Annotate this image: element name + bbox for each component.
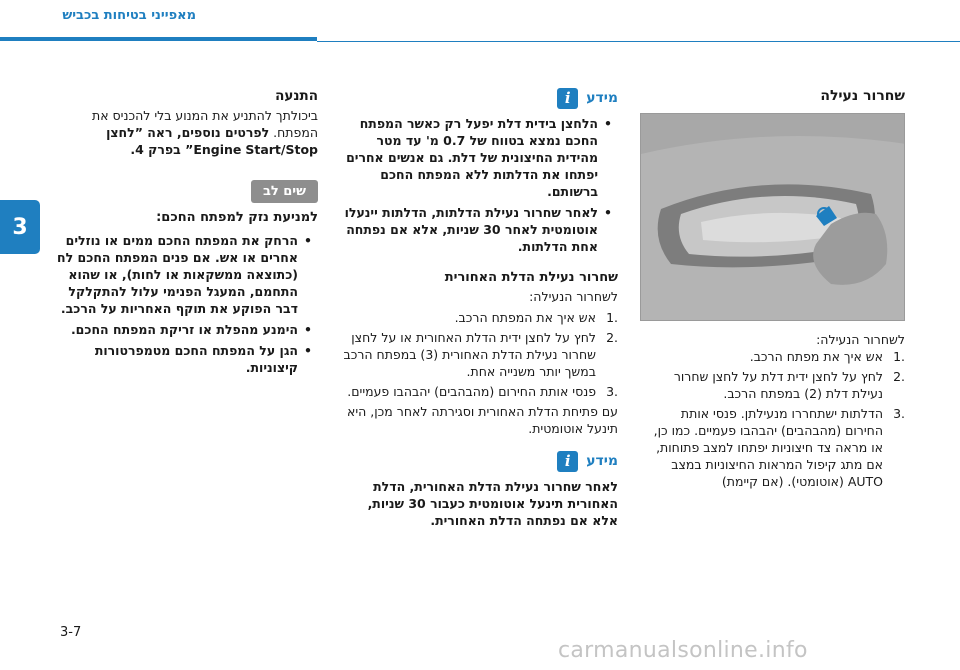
info-icon: i [557, 451, 578, 472]
info-bullets [340, 115, 618, 255]
caution-bullets [54, 232, 318, 376]
list-item: 3. הדלתות ישתחררו מנעילתן. פנסי אותת החירום (מהבהבים) יהבהבו פעמיים. כמו כן, או מראה צד חיצוניות יפתחו למצב פתוחות, אם מתג קיפול המראות החיצוניות במצב AUTO (אוטומטי). (אם קיימת) [653, 406, 905, 489]
page-number: 3-7 [60, 625, 82, 640]
chapter-tab[interactable]: 3 [0, 200, 40, 254]
start-and-caution-section [54, 88, 318, 380]
info-note-header-2 [340, 451, 618, 472]
watermark[interactable]: carmanualsonline.info [558, 638, 808, 663]
rear-unlock-steps [340, 309, 618, 400]
header-accent-bar [0, 37, 317, 41]
unlock-section [640, 88, 905, 493]
list-item: • הלחצן בידית דלת יפעל רק כאשר המפתח החכם נמצא בטווח של 0.7 מ' עד מטר מהידית החיצונית של דלת. גם אנשים אחרים יפתחו את הדלתות ללא המפתח החכם ברשותם. [346, 116, 612, 199]
list-item: 1. אש איך את מפתח הרכב. [749, 349, 905, 364]
list-item: • הימנע מהפלת או זריקת המפתח החכם. [70, 322, 312, 337]
info-icon: i [557, 88, 578, 109]
rear-unlock-title: שחרור נעילת הדלת האחורית [444, 270, 618, 285]
info-note-title: מידע [586, 90, 618, 106]
hand-pulling-door-handle-icon [641, 114, 905, 321]
list-item: 2. לחץ על לחצן ידית דלת על לחצן שחרור נעילת דלת (2) במפתח הרכב. [673, 369, 905, 401]
caution-badge: שים לב [251, 180, 318, 203]
info-section [340, 88, 618, 533]
list-item: • לאחר שחרור נעילת הדלתות, הדלתות יינעלו אוטומטית לאחר 30 שניות, אלא אם נפתחה אחת הדלתות. [344, 205, 612, 254]
list-item: • הגן על המפתח החכם מטמפרטורות קיצוניות. [94, 343, 312, 375]
start-title: התנעה [275, 88, 318, 104]
info-note-text-2: לאחר שחרור נעילת הדלת האחורית, הדלת האחורית תינעל אוטומטית כעבור 30 שניות, אלא אם נפתחה הדלת האחורית. [367, 479, 618, 528]
caution-heading: למניעת נזק למפתח החכם: [156, 210, 318, 225]
start-paragraph: ביכולתך להתניע את המנוע בלי להכניס את המפתח. לפרטים נוספים, ראה ”לחצן Engine Start/Stop” בפרק 4. [92, 108, 318, 157]
list-item: 2. לחץ על לחצן ידית הדלת האחורית או על לחצן שחרור נעילת הדלת האחורית (3) במפתח הרכב במשך יותר משנייה אחת. [343, 330, 618, 379]
door-handle-figure [640, 113, 905, 321]
list-item: 3. פנסי אותת החירום (מהבהבים) יהבהבו פעמיים. [347, 384, 618, 399]
rear-unlock-subtitle: לשחרור הנעילה: [529, 289, 618, 304]
unlock-subtitle: לשחרור הנעילה: [816, 332, 905, 347]
header-rule [317, 41, 960, 42]
unlock-steps [640, 348, 905, 490]
section-header-title: מאפייני בטיחות בכביש [62, 8, 196, 23]
info-note-title-2: מידע [586, 453, 618, 469]
unlock-title: שחרור נעילה [820, 88, 905, 104]
list-item: • הרחק את המפתח החכם ממים או נוזלים אחרים או אש. אם פנים המפתח החכם לח (כתוצאה ממשקאות או לחות), או שהוא התחמם, המעגל הפנימי עלול להתקלקל דבר הפוקע את תוקף האחריות על הרכב. [57, 233, 312, 316]
list-item: 1. אש איך את המפתח הרכב. [454, 310, 618, 325]
info-note-header [340, 88, 618, 109]
rear-unlock-paragraph: עם פתיחת הדלת האחורית וסגירתה לאחר מכן, היא תינעל אוטומטית. [347, 404, 618, 436]
